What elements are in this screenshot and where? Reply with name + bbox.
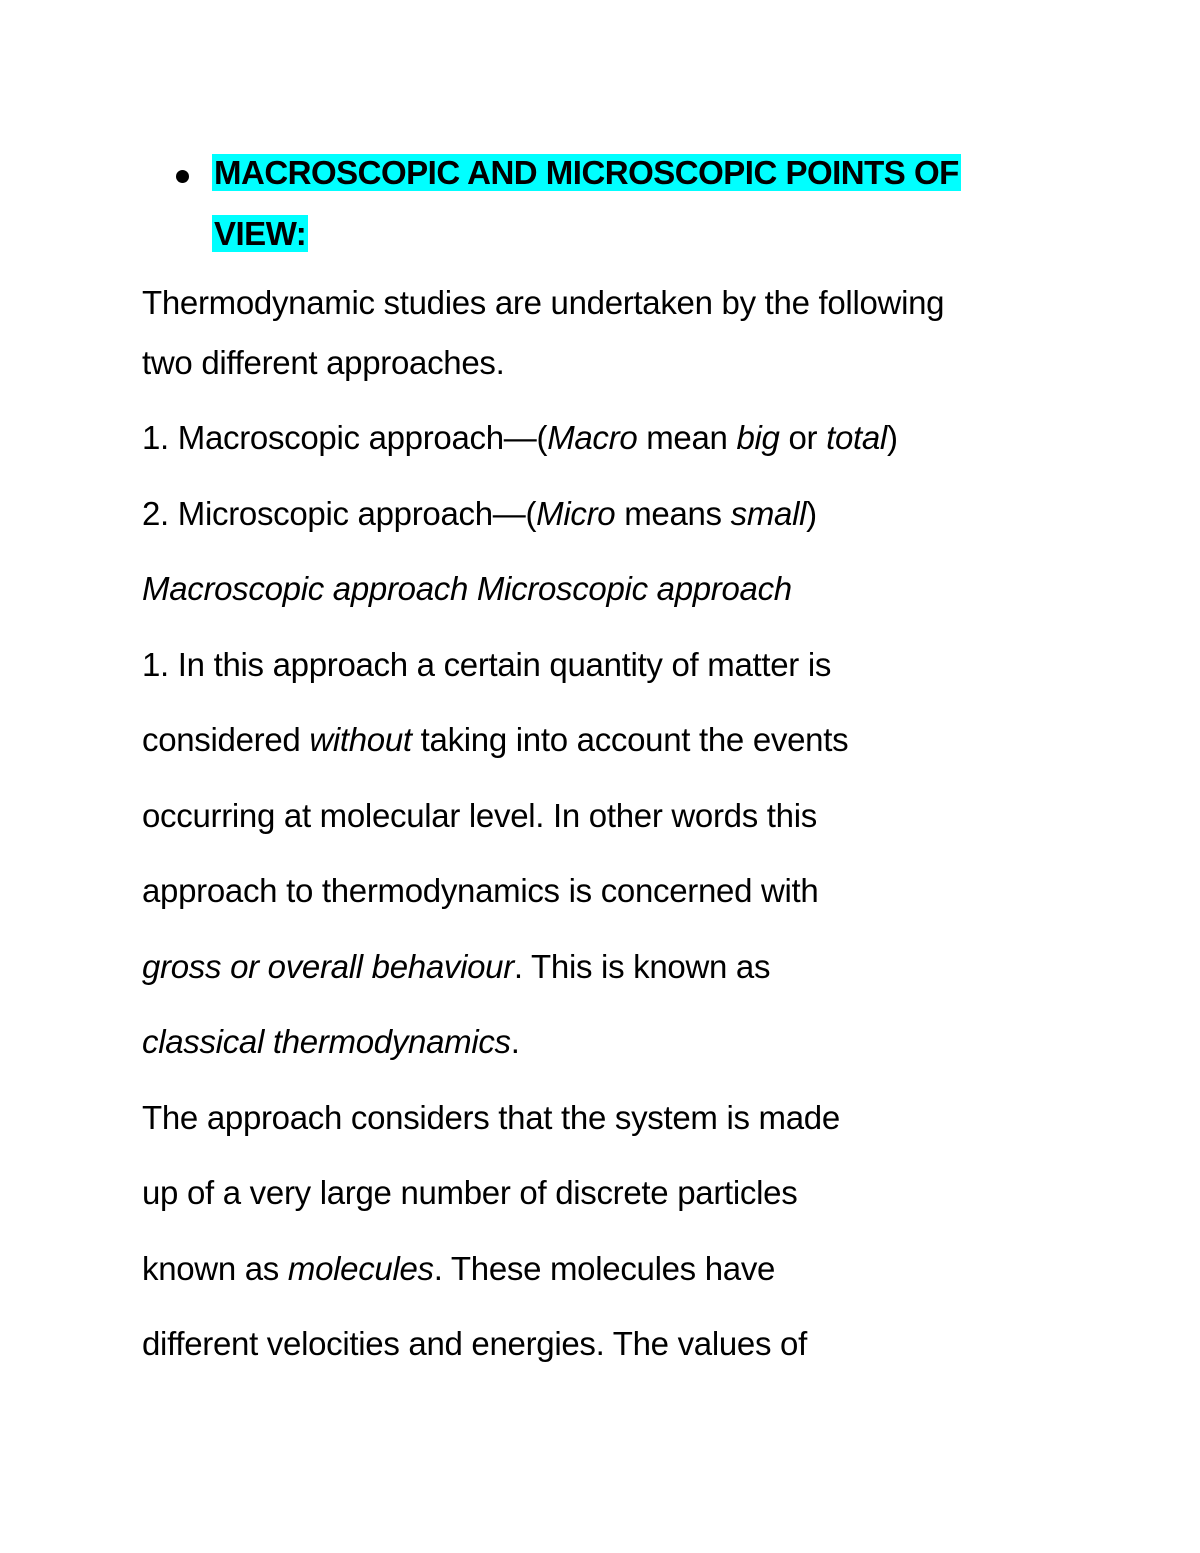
column-headers: Macroscopic approach Microscopic approach xyxy=(142,570,792,607)
intro-line-2: two different approaches. xyxy=(142,344,505,381)
heading-line-2: VIEW: xyxy=(214,215,307,252)
approach-1-mid: mean xyxy=(637,419,737,456)
paragraph-2-line-2: up of a very large number of discrete particles xyxy=(142,1174,798,1211)
approach-2-suffix: ) xyxy=(806,495,817,532)
approach-2-term: Micro xyxy=(536,495,616,532)
p1-l2-c: taking into account the events xyxy=(411,721,849,758)
p1-l6-a: classical thermodynamics xyxy=(142,1023,511,1060)
approach-item-2 xyxy=(142,495,817,533)
heading-line-1: MACROSCOPIC AND MICROSCOPIC POINTS OF xyxy=(214,154,959,191)
approach-2-mid: means xyxy=(615,495,731,532)
bullet-point-icon xyxy=(176,170,189,183)
paragraph-1-line-1: 1. In this approach a certain quantity of matter is xyxy=(142,646,832,683)
approach-1-word1: big xyxy=(736,419,780,456)
p1-l5-a: gross or overall behaviour xyxy=(142,948,514,985)
p1-l6-b: . xyxy=(510,1023,520,1060)
p1-l2-a: considered xyxy=(142,721,310,758)
paragraph-1-line-3: occurring at molecular level. In other words this xyxy=(142,797,817,834)
approach-1-word2: total xyxy=(826,419,887,456)
p2-l3-c: . These molecules have xyxy=(433,1250,776,1287)
paragraph-1-line-5 xyxy=(142,948,770,986)
paragraph-1-line-6 xyxy=(142,1023,520,1061)
approach-1-prefix: 1. Macroscopic approach—( xyxy=(142,419,548,456)
p1-l5-b: . This is known as xyxy=(513,948,771,985)
approach-2-word1: small xyxy=(730,495,807,532)
p1-l2-b: without xyxy=(309,721,412,758)
heading-text xyxy=(212,142,961,264)
paragraph-1-line-2 xyxy=(142,721,848,759)
approach-item-1 xyxy=(142,419,898,457)
paragraph-2-line-3 xyxy=(142,1250,775,1288)
paragraph-2-line-4: different velocities and energies. The values of xyxy=(142,1325,807,1362)
approach-1-suffix: ) xyxy=(886,419,898,456)
p2-l3-b: molecules xyxy=(287,1250,434,1287)
intro-line-1: Thermodynamic studies are undertaken by the following xyxy=(142,284,945,321)
approach-2-prefix: 2. Microscopic approach—( xyxy=(142,495,537,532)
p2-l3-a: known as xyxy=(142,1250,288,1287)
approach-1-or: or xyxy=(779,419,827,456)
paragraph-2-line-1: The approach considers that the system is made xyxy=(142,1099,840,1136)
paragraph-1-line-4: approach to thermodynamics is concerned with xyxy=(142,872,819,909)
approach-1-term: Macro xyxy=(547,419,638,456)
